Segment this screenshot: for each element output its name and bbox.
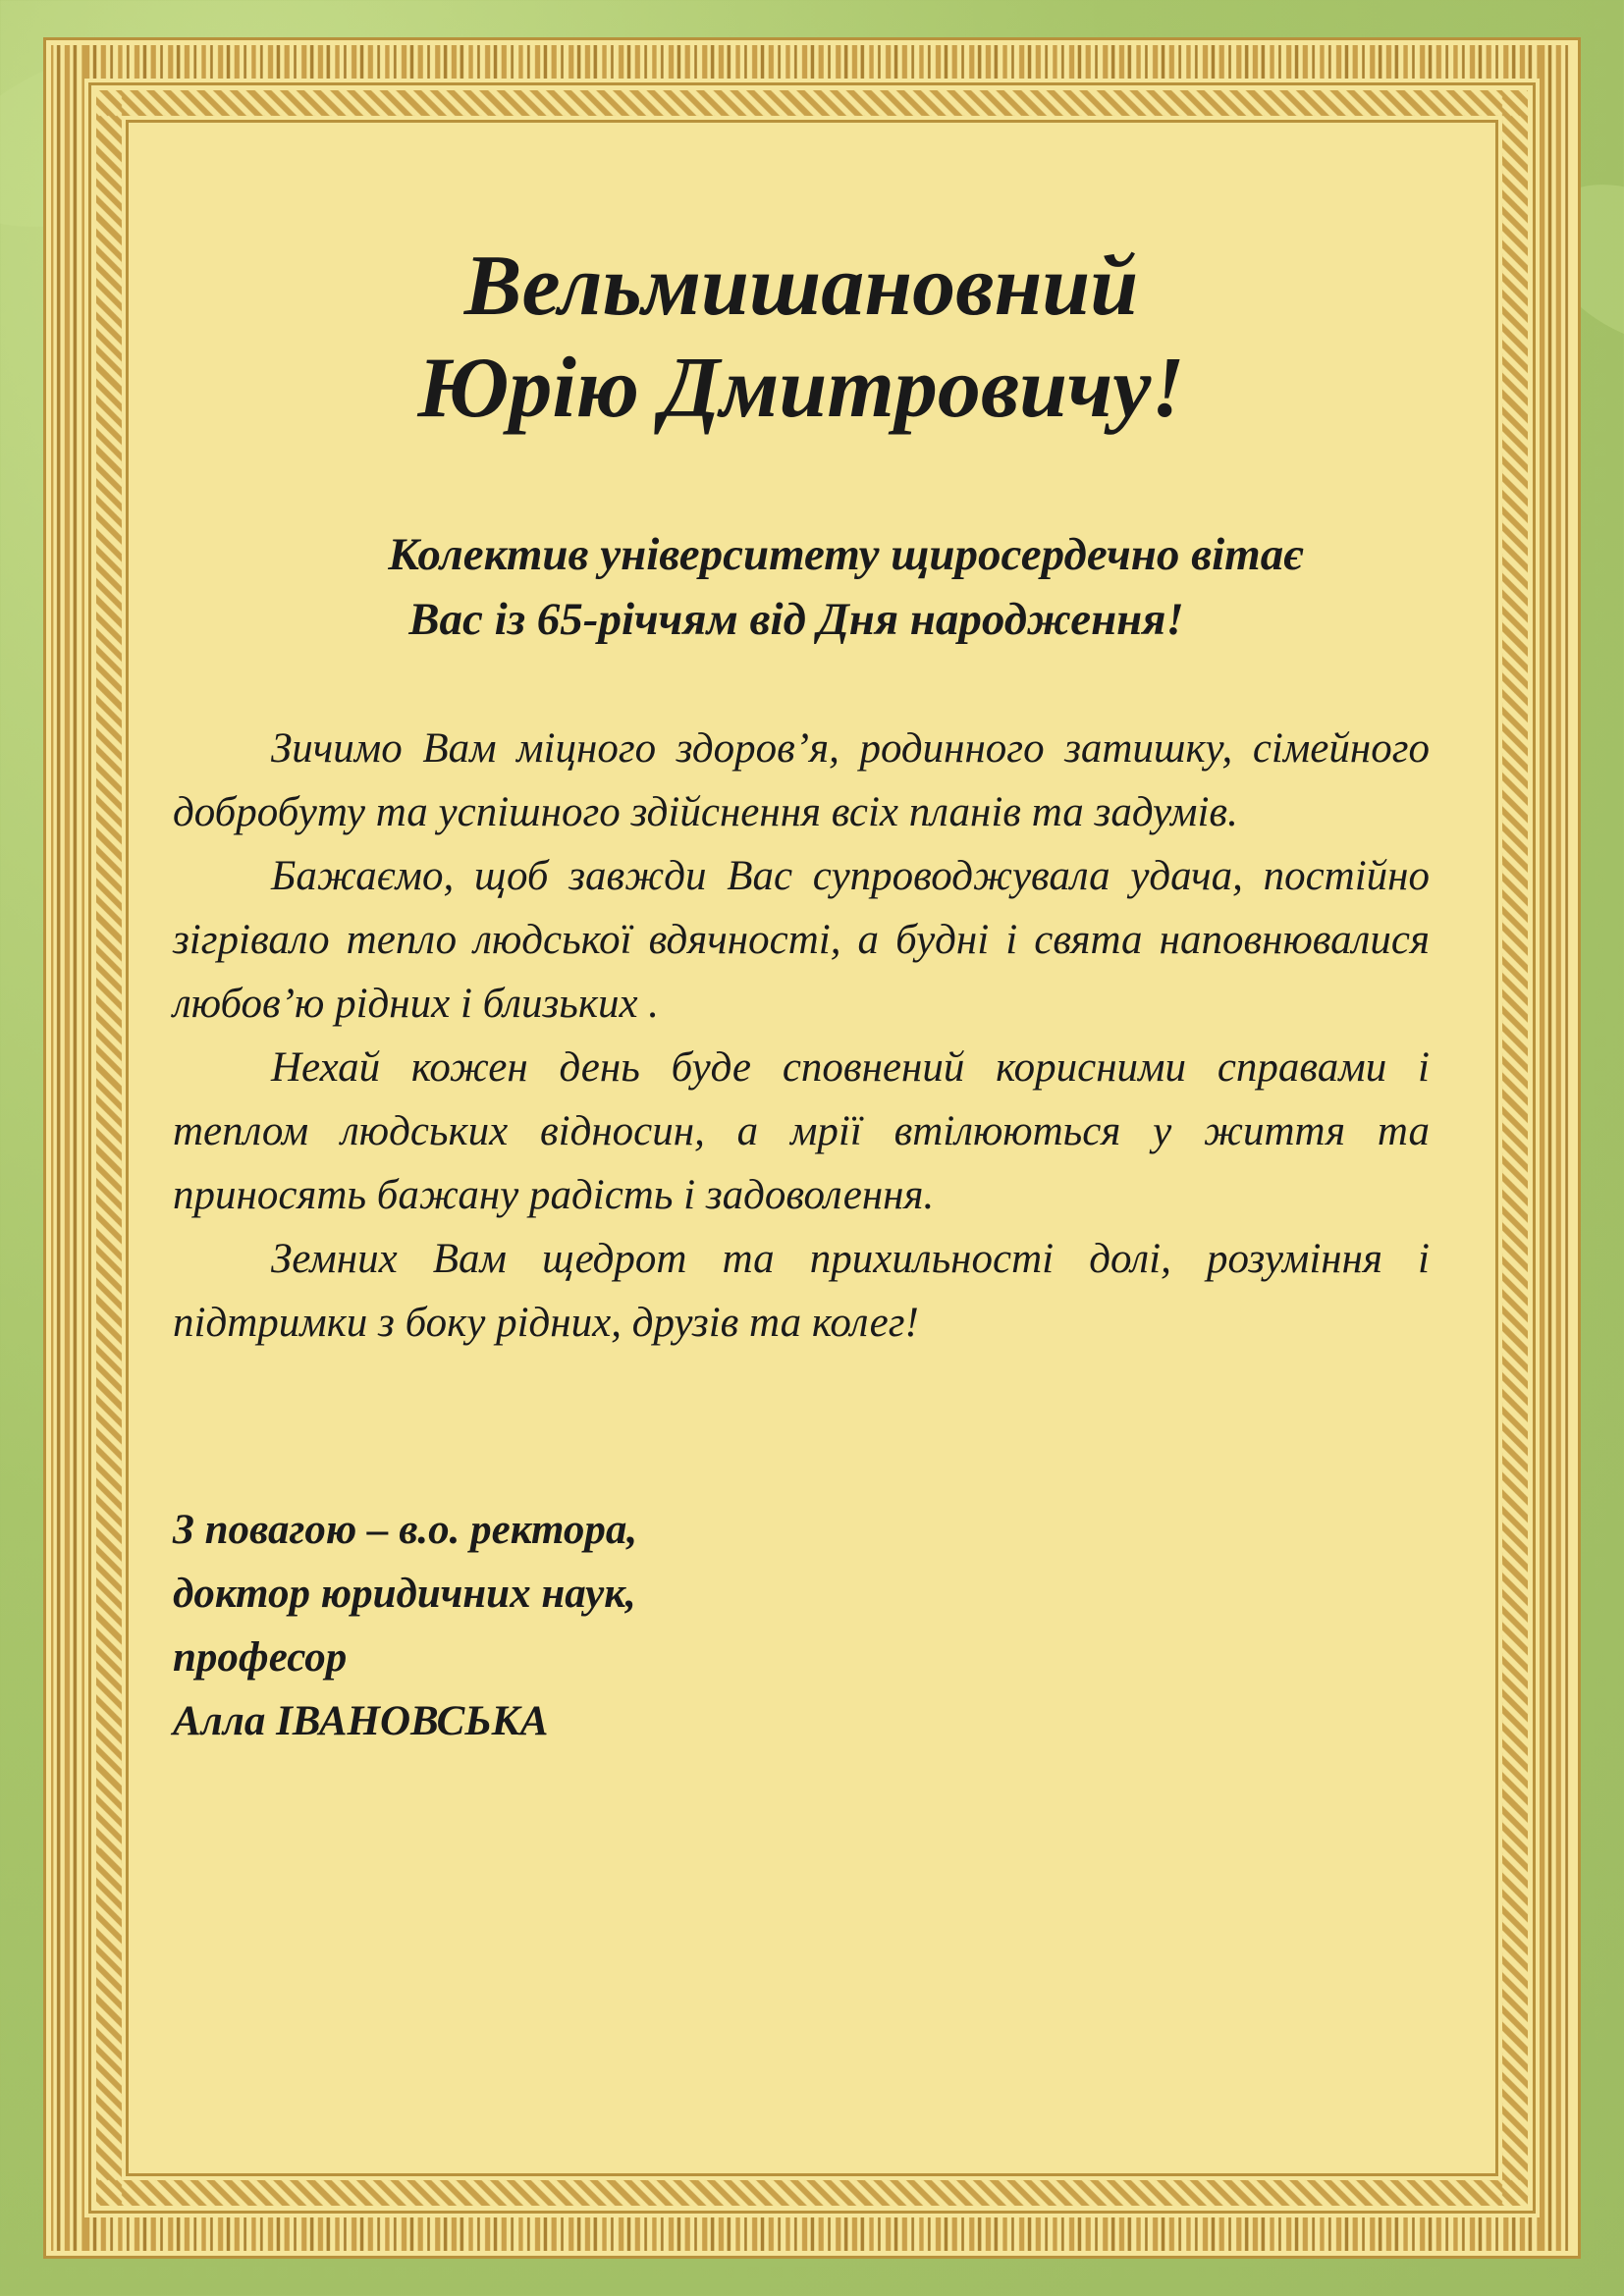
greeting-title (173, 236, 1430, 440)
wish-paragraph-1: Зичимо Вам міцного здоров’я, родинного затишку, сімейного добробуту та успішного здійснення всіх планів та задумів. (173, 725, 1430, 835)
certificate-content (173, 236, 1430, 1753)
subtitle-line-1: Колектив університету щиросердечно вітає (388, 529, 1303, 580)
congratulation-subtitle (173, 522, 1430, 652)
greeting-line-2: Юрію Дмитровичу! (417, 341, 1185, 436)
signature-line-1: З повагою – в.о. ректора, (173, 1507, 638, 1553)
wish-paragraph-2: Бажаємо, щоб завжди Вас супроводжувала удача, постійно зігрівало тепло людської вдячності, а будні і свята наповнювалися любов’ю рідних і близьких . (173, 853, 1430, 1027)
subtitle-line-2: Вас із 65-річчям від Дня народження! (408, 594, 1184, 645)
signature-block (173, 1498, 1430, 1753)
greeting-line-1: Вельмишановний (463, 239, 1139, 334)
signature-line-3: професор (173, 1634, 348, 1681)
signature-line-2: доктор юридичних наук, (173, 1571, 636, 1617)
wish-paragraph-3: Нехай кожен день буде сповнений корисними справами і теплом людських відносин, а мрії втілюються у життя та приносять бажану радість і задоволення. (173, 1044, 1430, 1218)
wishes-body (173, 717, 1430, 1355)
wish-paragraph-4: Земних Вам щедрот та прихильності долі, розуміння і підтримки з боку рідних, друзів та колег! (173, 1236, 1430, 1346)
signature-name: Алла ІВАНОВСЬКА (173, 1698, 549, 1744)
